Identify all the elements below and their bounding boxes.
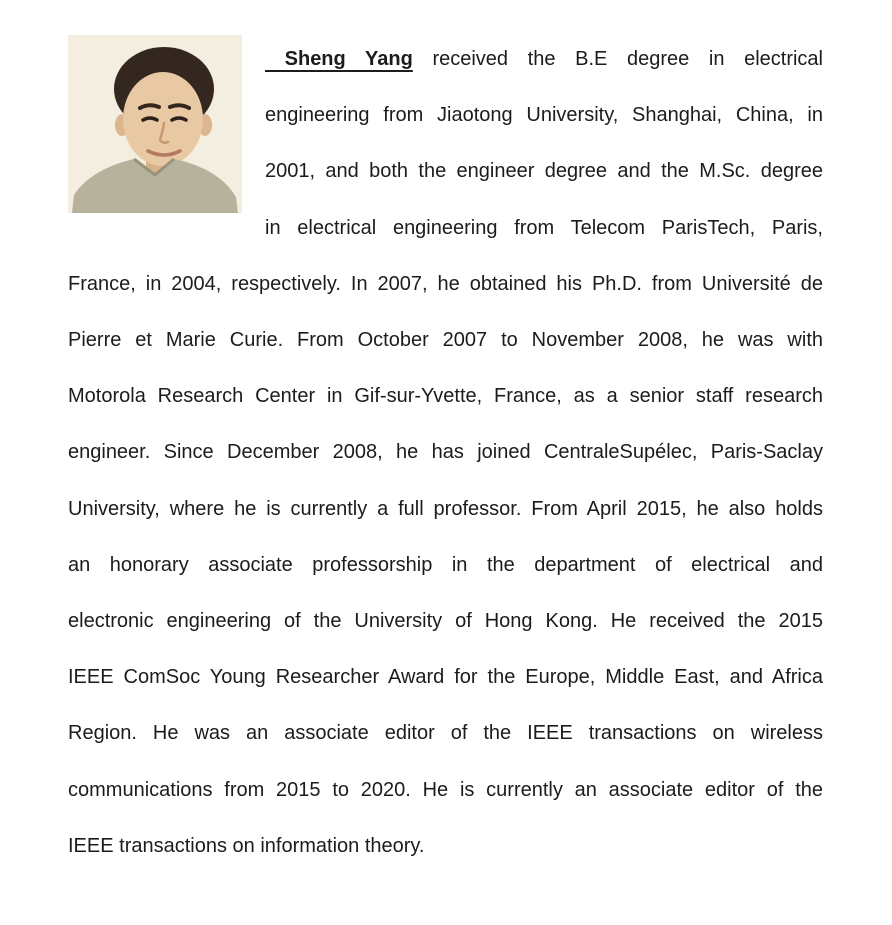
bio-line-12: IEEE ComSoc Young Researcher Award for the Europe, Middle East, and Africa — [68, 666, 823, 689]
bio-line-1: Sheng Yang received the B.E degree in electrical — [265, 48, 823, 70]
portrait-photo — [68, 35, 242, 213]
author-name: Sheng Yang — [265, 48, 413, 70]
bio-line-3: 2001, and both the engineer degree and the M.Sc. degree — [265, 160, 823, 183]
bio-line-14: communications from 2015 to 2020. He is currently an associate editor of the — [68, 778, 823, 801]
right-eye-shape — [172, 118, 186, 120]
bio-line-6: Pierre et Marie Curie. From October 2007 to November 2008, he was with — [68, 329, 823, 352]
bio-line-2: engineering from Jiaotong University, Shanghai, China, in — [265, 104, 823, 127]
bio-line-4: in electrical engineering from Telecom ParisTech, Paris, — [265, 216, 823, 239]
biography-paragraph — [68, 31, 823, 874]
left-eye-shape — [143, 118, 157, 120]
bio-line-5: France, in 2004, respectively. In 2007, he obtained his Ph.D. from Université de — [68, 272, 823, 295]
face-shape — [123, 72, 203, 166]
bio-line-11: electronic engineering of the University of Hong Kong. He received the 2015 — [68, 610, 823, 633]
bio-line-7: Motorola Research Center in Gif-sur-Yvette, France, as a senior staff research — [68, 385, 823, 408]
bio-line-15: IEEE transactions on information theory. — [68, 834, 425, 857]
bio-line-10: an honorary associate professorship in the department of electrical and — [68, 553, 823, 576]
bio-line-9: University, where he is currently a full professor. From April 2015, he also holds — [68, 497, 823, 520]
bio-line-8: engineer. Since December 2008, he has joined CentraleSupélec, Paris-Saclay — [68, 441, 823, 464]
portrait-photo-image — [68, 35, 242, 213]
bio-line-13: Region. He was an associate editor of the IEEE transactions on wireless — [68, 722, 823, 745]
